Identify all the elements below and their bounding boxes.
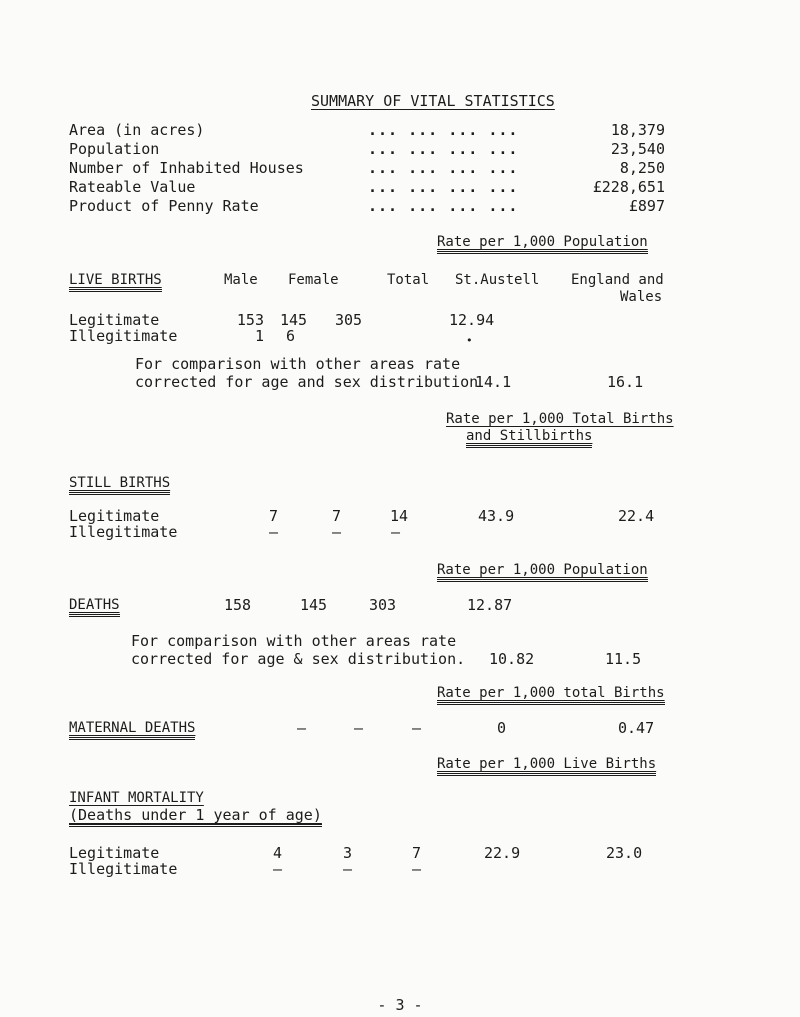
section-heading-still-births: STILL BIRTHS <box>69 474 170 495</box>
summary-label: Number of Inhabited Houses <box>69 159 304 177</box>
value-total: – <box>412 719 422 737</box>
rate-header: Rate per 1,000 total Births <box>437 684 665 705</box>
row-label: Illegitimate <box>69 860 178 878</box>
column-female: Female <box>288 272 339 288</box>
england-rate: 0.47 <box>618 719 655 737</box>
summary-label: Product of Penny Rate <box>69 197 259 215</box>
section-heading-live-births: LIVE BIRTHS <box>69 271 162 292</box>
value-rate: 22.9 <box>484 844 521 862</box>
leader-dots: ... ... ... ... <box>368 178 519 196</box>
value-female: – <box>332 523 342 541</box>
value-total: 303 <box>369 596 397 614</box>
value-female: – <box>343 860 353 878</box>
leader-dots: ... ... ... ... <box>368 140 519 158</box>
infant-subheading: (Deaths under 1 year of age) <box>69 806 322 827</box>
comparison-note: For comparison with other areas rate <box>131 632 457 650</box>
value-rate: 0 <box>497 719 507 737</box>
page-number: - 3 - <box>377 996 423 1014</box>
row-label: Legitimate <box>69 507 160 525</box>
value-male: 7 <box>269 507 279 525</box>
england-rate: 16.1 <box>607 373 644 391</box>
value-female: 6 <box>286 327 296 345</box>
page-title: SUMMARY OF VITAL STATISTICS <box>311 92 555 110</box>
comparison-note: For comparison with other areas rate <box>135 355 461 373</box>
section-heading-infant-mortality: INFANT MORTALITY <box>69 790 204 806</box>
row-label: Legitimate <box>69 311 160 329</box>
value-total: – <box>412 860 422 878</box>
england-rate: 11.5 <box>605 650 642 668</box>
summary-value: £897 <box>628 197 665 215</box>
comparison-note: corrected for age and sex distribution <box>135 373 479 391</box>
comparison-value: 10.82 <box>489 650 535 668</box>
value-rate: 43.9 <box>478 507 515 525</box>
value-male: 153 <box>236 311 264 329</box>
value-female: 145 <box>300 596 328 614</box>
value-male: – <box>269 523 279 541</box>
summary-value: 23,540 <box>610 140 665 158</box>
england-rate: 22.4 <box>618 507 655 525</box>
value-female: 3 <box>343 844 353 862</box>
value-total: 14 <box>390 507 409 525</box>
section-heading-maternal-deaths: MATERNAL DEATHS <box>69 719 195 740</box>
rate-header: Rate per 1,000 Population <box>437 233 648 254</box>
england-rate: 23.0 <box>606 844 643 862</box>
value-rate: 12.94 <box>449 311 495 329</box>
column-total: Total <box>387 272 430 288</box>
comparison-note: corrected for age & sex distribution. <box>131 650 466 668</box>
column-male: Male <box>224 272 258 288</box>
value-female: 7 <box>332 507 342 525</box>
summary-value: £228,651 <box>592 178 665 196</box>
rate-header: Rate per 1,000 Total Births <box>446 411 674 427</box>
comparison-value: 14.1 <box>475 373 512 391</box>
section-heading-deaths: DEATHS <box>69 596 120 617</box>
value-total: – <box>391 523 401 541</box>
rate-header: Rate per 1,000 Population <box>437 561 648 582</box>
summary-label: Population <box>69 140 160 158</box>
mark: • <box>466 334 473 347</box>
row-label: Illegitimate <box>69 523 178 541</box>
rate-header: and Stillbirths <box>466 427 592 448</box>
value-female: 145 <box>280 311 308 329</box>
value-male: – <box>273 860 283 878</box>
column-england: England and <box>571 272 664 288</box>
summary-label: Rateable Value <box>69 178 196 196</box>
leader-dots: ... ... ... ... <box>368 121 519 139</box>
value-total: 305 <box>335 311 363 329</box>
value-rate: 12.87 <box>467 596 513 614</box>
value-male: 4 <box>273 844 283 862</box>
summary-value: 18,379 <box>610 121 665 139</box>
leader-dots: ... ... ... ... <box>368 197 519 215</box>
summary-label: Area (in acres) <box>69 121 205 139</box>
column-wales: Wales <box>620 289 663 305</box>
value-male: 1 <box>254 327 264 345</box>
row-label: Illegitimate <box>69 327 178 345</box>
rate-header: Rate per 1,000 Live Births <box>437 755 656 776</box>
column-st-austell: St.Austell <box>455 272 540 288</box>
summary-value: 8,250 <box>619 159 665 177</box>
value-male: – <box>297 719 307 737</box>
leader-dots: ... ... ... ... <box>368 159 519 177</box>
value-male: 158 <box>224 596 252 614</box>
value-total: 7 <box>412 844 422 862</box>
value-female: – <box>354 719 364 737</box>
row-label: Legitimate <box>69 844 160 862</box>
